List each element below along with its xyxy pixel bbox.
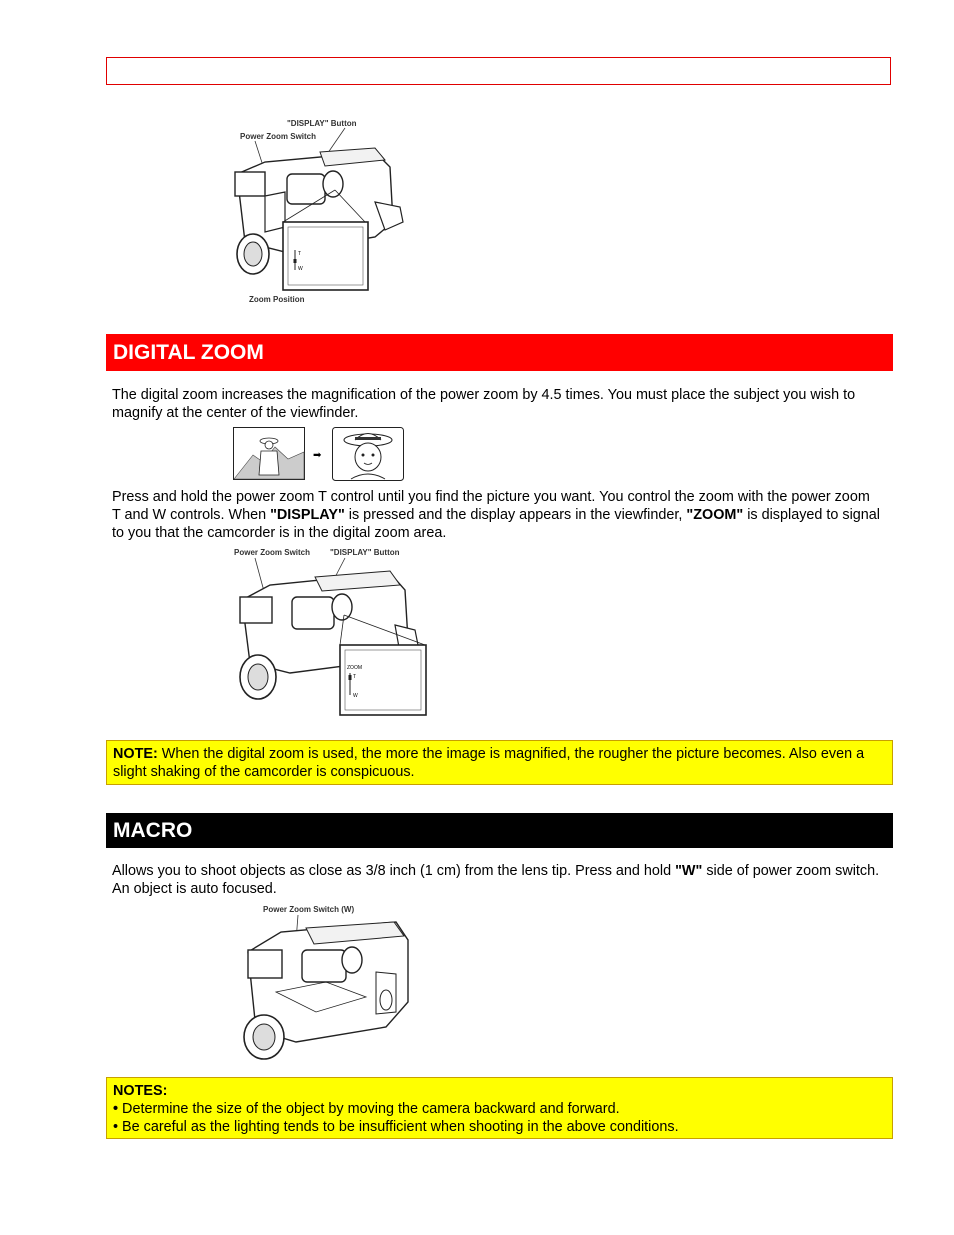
screen-t-label: T (298, 251, 302, 257)
macro-notes (106, 1077, 893, 1139)
bullet: • (113, 1101, 119, 1117)
power-zoom-switch-label: Power Zoom Switch (240, 132, 317, 141)
note-1-text: Determine the size of the object by moving the camera backward and forward. (118, 1101, 620, 1117)
macro-heading-bar (106, 813, 893, 848)
display-keyword: "DISPLAY" (270, 507, 345, 523)
screen-zoom-label: ZOOM (347, 665, 362, 671)
arrow-right-icon: ➡ (313, 450, 322, 461)
camcorder-digital-zoom-figure (230, 545, 435, 717)
body-text-3: is displayed to signal to you that the camcorder is in the digital zoom area. (112, 507, 880, 541)
w-keyword: "W" (675, 863, 703, 879)
macro-note-1 (113, 1100, 886, 1118)
screen-t-label: T (353, 674, 357, 680)
zoom-keyword: "ZOOM" (686, 507, 744, 523)
note-text: When the digital zoom is used, the more the image is magnified, the rougher the picture becomes. Also even a slight shaking of the camcorder is conspicuous. (113, 746, 865, 780)
macro-text-2: side of power zoom switch. An object is auto focused. (112, 863, 880, 897)
note-label: NOTE: (113, 746, 158, 762)
macro-text-1: Allows you to shoot objects as close as 3/8 inch (1 cm) from the lens tip. Press and hold (112, 863, 676, 879)
digital-zoom-heading: DIGITAL ZOOM (113, 341, 264, 364)
camcorder-macro-figure (236, 902, 411, 1062)
macro-body (112, 862, 882, 898)
zoom-position-label: Zoom Position (249, 295, 305, 304)
display-button-label: "DISPLAY" Button (330, 548, 400, 557)
display-button-label: "DISPLAY" Button (287, 119, 357, 128)
screen-w-label: W (298, 266, 303, 272)
screen-w-label: W (353, 693, 358, 699)
header-box (106, 57, 891, 85)
digital-zoom-note (106, 740, 893, 785)
body-text-1: Press and hold the power zoom T control until you find the picture you want. You control the zoom with the power zoom T and W controls. When (112, 489, 870, 523)
digital-zoom-intro: The digital zoom increases the magnification of the power zoom by 4.5 times. You must place the subject you wish to magnify at the center of the viewfinder. (112, 387, 856, 421)
power-zoom-switch-w-label: Power Zoom Switch (W) (263, 905, 355, 914)
macro-note-2: • Be careful as the lighting tends to be insufficient when shooting in the above conditions. (113, 1119, 679, 1135)
camcorder-zoom-position-figure (225, 112, 410, 307)
digital-zoom-comparison-figure (233, 427, 405, 482)
macro-heading: MACRO (113, 819, 193, 842)
power-zoom-switch-label: Power Zoom Switch (234, 548, 311, 557)
digital-zoom-heading-bar (106, 334, 893, 371)
body-text-2: is pressed and the display appears in the viewfinder, (344, 507, 687, 523)
digital-zoom-body (112, 488, 882, 542)
notes-label: NOTES: (113, 1083, 168, 1099)
